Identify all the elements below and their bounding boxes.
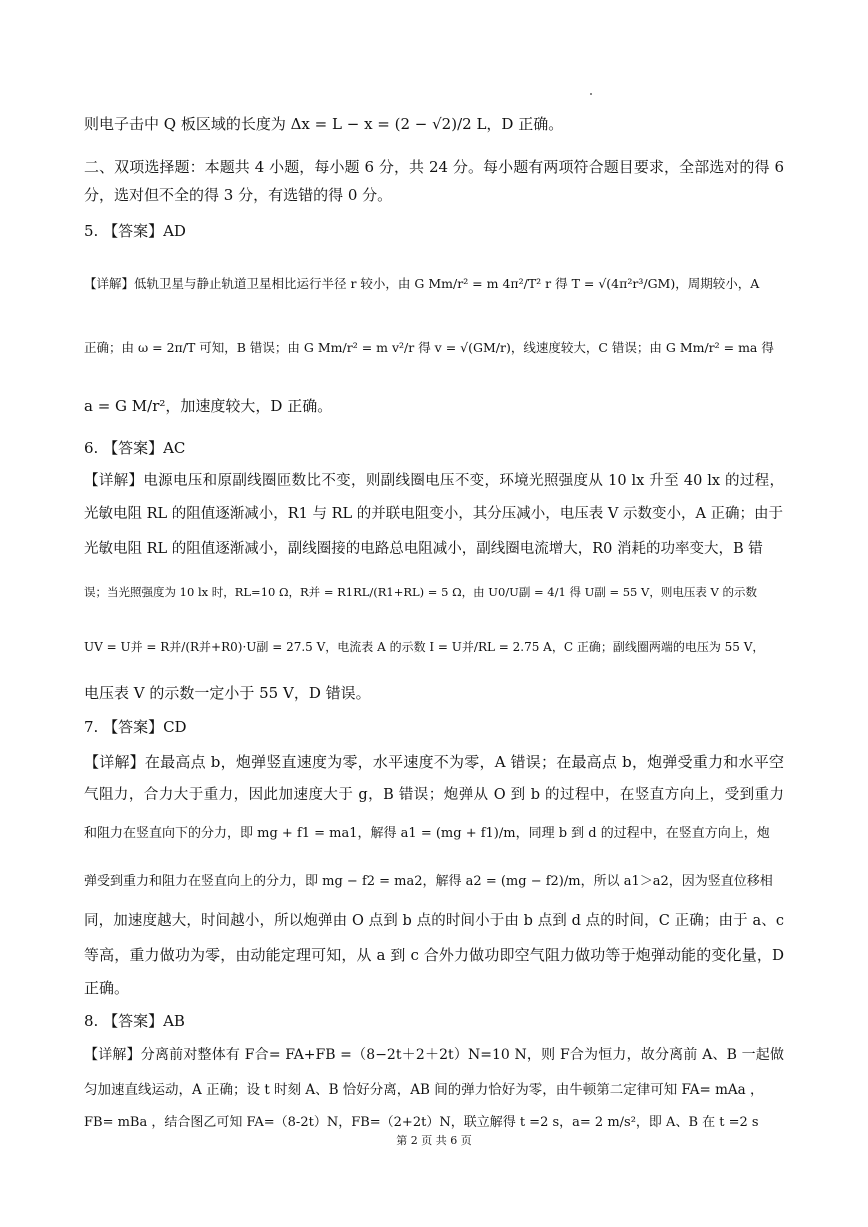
section-heading: 二、双项选择题：本题共 4 小题，每小题 6 分，共 24 分。每小题有两项符合题目要求，全部选对的得 6 — [84, 158, 784, 176]
explain-6-line4: 误；当光照强度为 10 lx 时，RL=10 Ω，R并 = R1RL/(R1+RL) = 5 Ω，由 U0/U副 = 4/1 得 U副 = 55 V，则电压表 V 的示数 — [84, 585, 757, 599]
explain-8-line3: FB= mBa ，结合图乙可知 FA=（8-2t）N，FB=（2+2t）N，联立解得 t =2 s，a= 2 m/s²，即 A、B 在 t =2 s — [84, 1115, 759, 1130]
scan-dot — [590, 93, 592, 95]
answer-5: 5. 【答案】AD — [84, 222, 186, 240]
explain-5-line1: 【详解】低轨卫星与静止轨道卫星相比运行半径 r 较小，由 G Mm/r² = m 4π²/T² r 得 T = √(4π²r³/GM)，周期较小，A — [84, 276, 760, 291]
explain-5-line3: a = G M/r²，加速度较大，D 正确。 — [84, 397, 333, 415]
page-footer: 第 2 页 共 6 页 — [396, 1134, 472, 1147]
explain-8-line2: 匀加速直线运动，A 正确；设 t 时刻 A、B 恰好分离，AB 间的弹力恰好为零，由牛顿第二定律可知 FA= mAa ， — [84, 1082, 764, 1098]
explain-6-line6: 电压表 V 的示数一定小于 55 V，D 错误。 — [84, 684, 371, 702]
explain-7-line7: 正确。 — [84, 979, 130, 997]
explain-6-line1: 【详解】电源电压和原副线圈匝数比不变，则副线圈电压不变，环境光照强度从 10 lx 升至 40 lx 的过程， — [84, 473, 784, 489]
explain-7-line1: 【详解】在最高点 b，炮弹竖直速度为零，水平速度不为零，A 错误；在最高点 b，炮弹受重力和水平空 — [84, 753, 784, 771]
explain-6-line5: UV = U并 = R并/(R并+R0)·U副 = 27.5 V，电流表 A 的示数 I = U并/RL = 2.75 A，C 正确；副线圈两端的电压为 55 V， — [84, 640, 765, 654]
answer-8: 8. 【答案】AB — [84, 1012, 185, 1030]
explain-7-line2: 气阻力，合力大于重力，因此加速度大于 g，B 错误；炮弹从 O 到 b 的过程中，在竖直方向上，受到重力 — [84, 787, 784, 803]
explain-5-line2: 正确；由 ω = 2π/T 可知，B 错误；由 G Mm/r² = m v²/r 得 v = √(GM/r)，线速度较大，C 错误；由 G Mm/r² = ma 得 — [84, 340, 774, 355]
explain-7-line5: 同，加速度越大，时间越小，所以炮弹由 O 点到 b 点的时间小于由 b 点到 d 点的时间，C 正确；由于 a、c — [84, 913, 784, 929]
text-line: 则电子击中 Q 板区域的长度为 Δx = L − x = (2 − √2)/2 L，D 正确。 — [84, 115, 564, 133]
section-heading-cont: 分，选对但不全的得 3 分，有选错的得 0 分。 — [84, 186, 393, 204]
explain-7-line4: 弹受到重力和阻力在竖直向上的分力，即 mg − f2 = ma2，解得 a2 = (mg − f2)/m，所以 a1＞a2，因为竖直位移相 — [84, 874, 773, 889]
explain-7-line6: 等高，重力做功为零，由动能定理可知，从 a 到 c 合外力做功即空气阻力做功等于炮弹动能的变化量，D — [84, 946, 784, 964]
explain-8-line1: 【详解】分离前对整体有 F合= FA+FB =（8−2t＋2＋2t）N=10 N，则 F合为恒力，故分离前 A、B 一起做 — [84, 1047, 784, 1063]
explain-6-line2: 光敏电阻 RL 的阻值逐渐减小，R1 与 RL 的并联电阻变小，其分压减小，电压表 V 示数变小，A 正确；由于 — [84, 506, 784, 522]
answer-7: 7. 【答案】CD — [84, 718, 187, 736]
answer-6: 6. 【答案】AC — [84, 439, 186, 457]
explain-7-line3: 和阻力在竖直向下的分力，即 mg + f1 = ma1，解得 a1 = (mg + f1)/m，同理 b 到 d 的过程中，在竖直方向上，炮 — [84, 826, 770, 841]
explain-6-line3: 光敏电阻 RL 的阻值逐渐减小，副线圈接的电路总电阻减小，副线圈电流增大，R0 消耗的功率变大，B 错 — [84, 541, 763, 557]
